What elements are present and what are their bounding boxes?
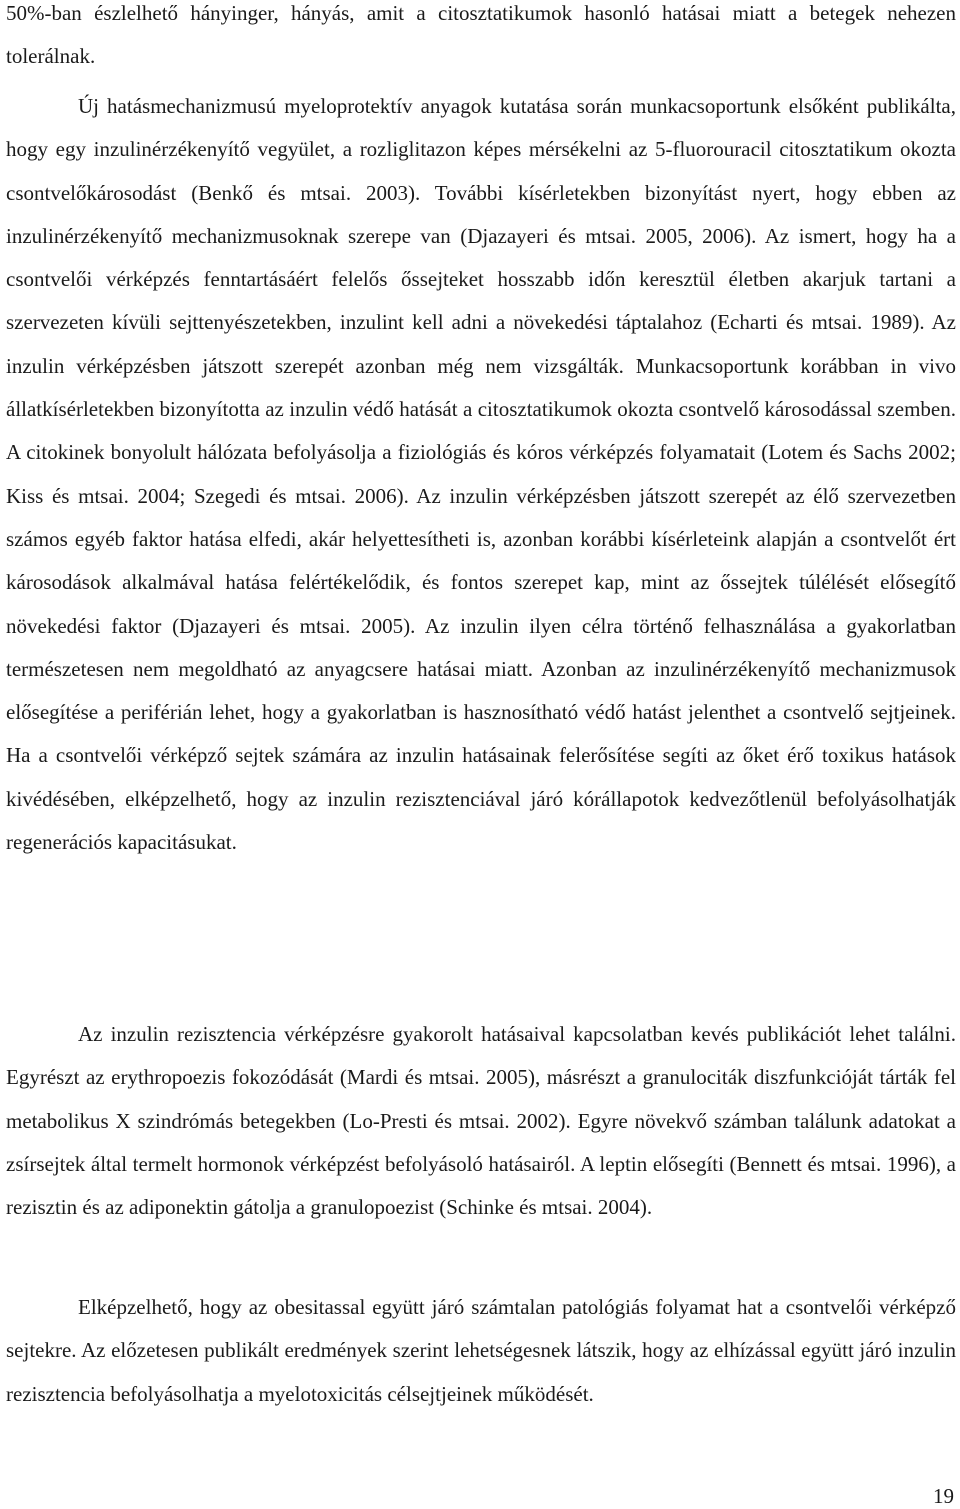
paragraph-insulin-resistance: Az inzulin rezisztencia vérképzésre gyakorolt hatásaival kapcsolatban kevés publikációt lehet találni. Egyrészt az erythropoezis fokozódását (Mardi és mtsai. 2005), másrészt a granulociták diszfunkcióját tárták fel metabolikus X szindrómás betegekben (Lo-Presti és mtsai. 2002). Egyre növekvő számban találunk adatokat a zsírsejtek által termelt hormonok vérképzést befolyásoló hatásairól. A leptin elősegíti (Bennett és mtsai. 1996), a rezisztin és az adiponektin gátolja a granulopoezist (Schinke és mtsai. 2004). <box>6 1022 956 1220</box>
paragraph-obesity-hypothesis: Elképzelhető, hogy az obesitassal együtt járó számtalan patológiás folyamat hat a csontvelői vérképző sejtekre. Az előzetesen publikált eredmények szerint lehetségesnek látszik, hogy az elhízással együtt járó inzulin rezisztencia befolyásolhatja a myelotoxicitás célsejtjeinek működését. <box>6 1295 956 1406</box>
paragraph-continuation: 50%-ban észlelhető hányinger, hányás, amit a citosztatikumok hasonló hatásai miatt a betegek nehezen tolerálnak. <box>6 1 956 69</box>
page-number: 19 <box>933 1484 954 1508</box>
paragraph-myeloprotective-research: Új hatásmechanizmusú myeloprotektív anyagok kutatása során munkacsoportunk elsőként publikálta, hogy egy inzulinérzékenyítő vegyület, a rozliglitazon képes mérsékelni az 5-fluorouracil citosztatikum okozta csontvelőkárosodást (Benkő és mtsai. 2003). További kísérletekben bizonyítást nyert, hogy ebben az inzulinérzékenyítő mechanizmusoknak szerepe van (Djazayeri és mtsai. 2005, 2006). Az ismert, hogy ha a csontvelői vérképzés fenntartásáért felelős őssejteket hosszabb időn keresztül életben akarjuk tartani a szervezeten kívüli sejttenyészetekben, inzulint kell adni a növekedési táptalahoz (Echarti és mtsai. 1989). Az inzulin vérképzésben játszott szerepét azonban még nem vizsgálták. Munkacsoportunk korábban in vivo állatkísérletekben bizonyította az inzulin védő hatását a citosztatikumok okozta csontvelő károsodással szemben. A citokinek bonyolult hálózata befolyásolja a fiziológiás és kóros vérképzés folyamatait (Lotem és Sachs 2002; Kiss és mtsai. 2004; Szegedi és mtsai. 2006). Az inzulin vérképzésben játszott szerepét az élő szervezetben számos egyéb faktor hatása elfedi, akár helyettesítheti is, azonban korábbi kísérleteink alapján a csontvelőt ért károsodások alkalmával hatása felértékelődik, és fontos szerepet kap, mint az őssejtek túlélését elősegítő növekedési faktor (Djazayeri és mtsai. 2005). Az inzulin ilyen célra történő felhasználása a gyakorlatban természetesen nem megoldható az anyagcsere hatásai miatt. Azonban az inzulinérzékenyítő mechanizmusok elősegítése a periférián lehet, hogy a gyakorlatban is hasznosítható védő hatást jelenthet a csontvelő sejtjeinek. Ha a csontvelői vérképző sejtek számára az inzulin hatásainak felerősítése segíti az őket érő toxikus hatások kivédésében, elképzelhető, hogy az inzulin rezisztenciával járó kórállapotok kedvezőtlenül befolyásolhatják regenerációs kapacitásukat. <box>6 94 956 855</box>
